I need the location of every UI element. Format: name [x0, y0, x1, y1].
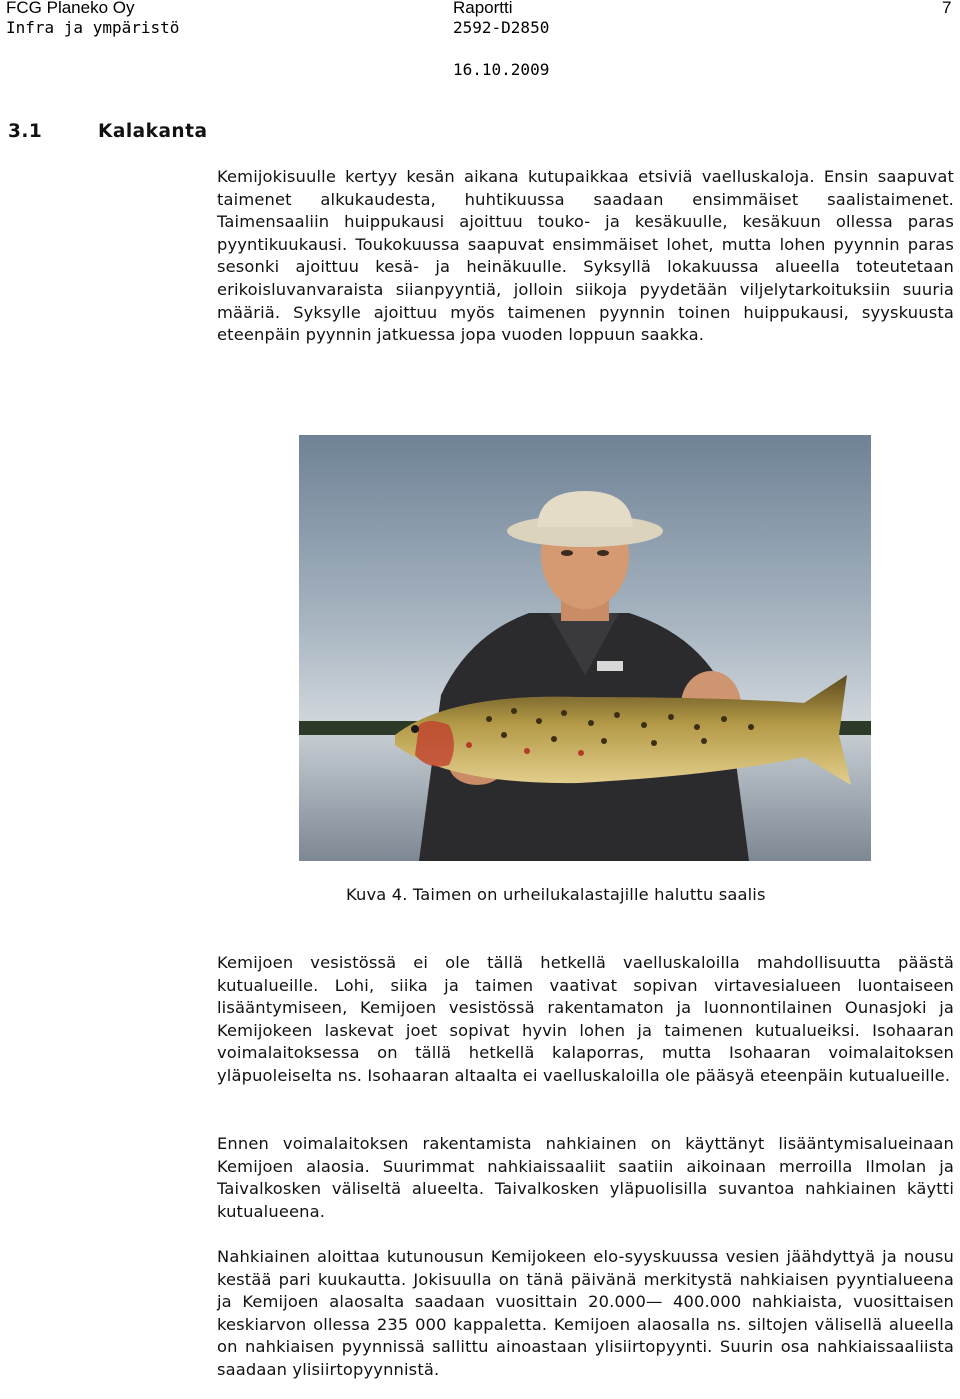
header-page-number: 7: [942, 0, 952, 17]
header-doc-type: Raportti: [453, 0, 513, 17]
header-company: FCG Planeko Oy: [6, 0, 135, 17]
paragraph-nahkiainen-pyynti: Nahkiainen aloittaa kutunousun Kemijokeen elo-syyskuussa vesien jäähdyttyä ja nousu kestää pari kuukautta. Jokisuulla on tänä päivänä merkitystä nahkiaisen pyyntialueena ja Kemijoen alaosalta saadaan vuosittain 20.000— 400.000 nahkiaista, vuosittaisen keskiarvon ollessa 235 000 kappaletta. Kemijoen alaosalla ns. siltojen välisellä alueella on nahkiaisen pyynnissä sallittu ainoastaan ylisiirtopyynti. Suurin osa nahkiaissaaliista saadaan ylisiirtopyynnistä.: [217, 1247, 954, 1379]
figure-caption: Kuva 4. Taimen on urheilukalastajille haluttu saalis: [346, 885, 766, 904]
paragraph-nahkiainen-history: Ennen voimalaitoksen rakentamista nahkiainen on käyttänyt lisääntymisalueinaan Kemijoen alaosia. Suurimmat nahkiaissaaliit saatiin aikoinaan merroilla Ilmolan ja Taivalkosken väliseltä alueelta. Taivalkosken yläpuolisilla suvantoa nahkiainen käytti kutualueena.: [217, 1134, 954, 1221]
header-date: 16.10.2009: [453, 60, 550, 79]
section-heading: [8, 121, 207, 142]
section-number: 3.1: [8, 121, 43, 142]
header-department: Infra ja ympäristö: [6, 18, 180, 37]
section-title: Kalakanta: [98, 121, 208, 142]
header-doc-number: 2592-D2850: [453, 18, 550, 37]
paragraph-kutualueet: Kemijoen vesistössä ei ole tällä hetkellä vaelluskaloilla mahdollisuutta päästä kutualueille. Lohi, siika ja taimen vaativat sopivan virtavesialueen luontaiseen lisääntymiseen, Kemijoen vesistössä rakentamaton ja luonnontilainen Ounasjoki ja Kemijokeen laskevat joet sopivat hyvin lohen ja taimenen kutualueiksi. Isohaaran voimalaitoksessa on tällä hetkellä kalaporras, mutta Isohaaran voimalaitoksen yläpuoleiselta ns. Isohaaran altaalta ei vaelluskaloilla ole pääsyä eteenpäin kutualueille.: [217, 953, 954, 1085]
trout-photo: [299, 435, 871, 861]
paragraph-kalakanta-intro: Kemijokisuulle kertyy kesän aikana kutupaikkaa etsiviä vaelluskaloja. Ensin saapuvat taimenet alkukaudesta, huhtikuussa saadaan ensimmäiset saalistaimenet. Taimensaaliin huippukausi ajoittuu touko- ja kesäkuulle, kesäkuun ollessa paras pyyntikuukausi. Toukokuussa saapuvat ensimmäiset lohet, mutta lohen pyynnin paras sesonki ajoittuu kesä- ja heinäkuulle. Syksyllä lokakuussa alueella toteutetaan erikoisluvanvaraista siianpyyntiä, jolloin siikoja pyydetään viljelytarkoituksiin suuria määriä. Syksylle ajoittuu myös taimenen pyynnin toinen huippukausi, syyskuusta eteenpäin pyynnin jatkuessa jopa vuoden loppuun saakka.: [217, 167, 954, 345]
